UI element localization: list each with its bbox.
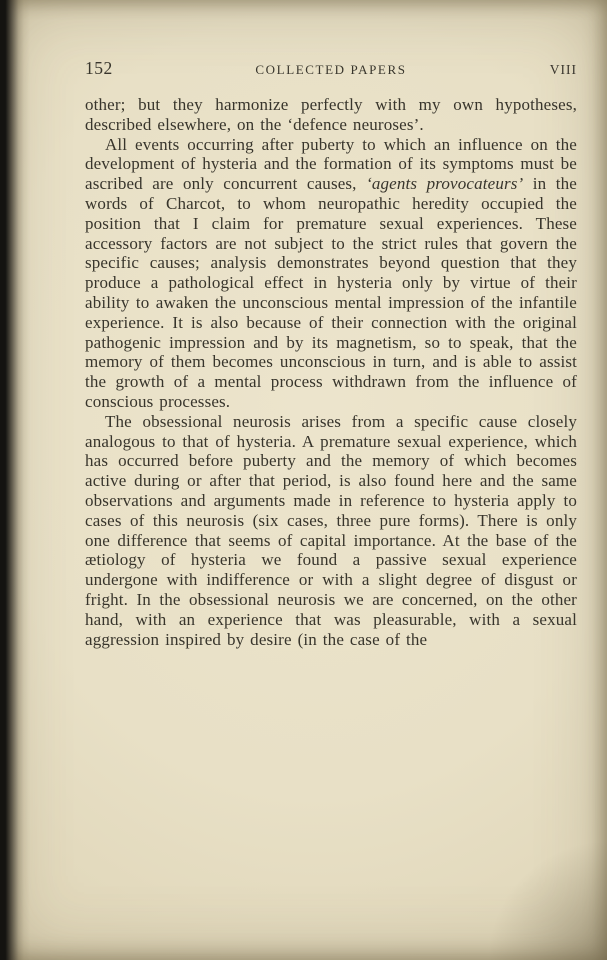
text-run: other; but they harmonize perfectly with my own hypotheses, described elsewhere, on the ‘defence neuroses’. (85, 95, 577, 134)
corner-shadow (487, 840, 607, 960)
paragraph (85, 135, 577, 412)
page-header (85, 58, 577, 79)
binding-shadow (0, 0, 30, 960)
running-title: COLLECTED PAPERS (255, 62, 407, 77)
paragraph (85, 95, 577, 135)
page-number: 152 (85, 58, 113, 78)
chapter-number: VIII (549, 62, 577, 77)
text-run: The obsessional neurosis arises from a specific cause closely analogous to that of hysteria. A premature sexual experience, which has occurred before puberty and the memory of which becomes active during or after that period, is also found here and the same observations and arguments made in reference to hysteria apply to cases of this neurosis (six cases, three pure forms). There is only one difference that seems of capital importance. At the base of the ætiology of hysteria we found a passive sexual experience undergone with indifference or with a slight degree of disgust or fright. In the obsessional neurosis we are concerned, on the other hand, with an experience that was pleasurable, with a sexual aggression inspired by desire (in the case of the (85, 411, 577, 649)
page (85, 58, 577, 649)
paragraph (85, 412, 577, 650)
page-body (85, 95, 577, 649)
text-run: in the words of Charcot, to whom neuropathic heredity occupied the position that I claim for premature sexual experiences. These accessory factors are not subject to the strict rules that govern the specific causes; analysis demonstrates beyond question that they produce a pathological effect in hysteria only by virtue of their ability to awaken the unconscious mental impression of the infantile experience. It is also because of their connection with the original pathogenic impression and by its magnetism, so to speak, that the memory of them becomes unconscious in turn, and is able to assist the growth of a mental process withdrawn from the influence of conscious processes. (85, 174, 578, 411)
text-run: All events occurring after puberty to which an influence on the development of hysteria and the formation of its symptoms must be ascribed are only concurrent causes, (85, 134, 577, 194)
italic-phrase: ‘agents provocateurs’ (366, 174, 524, 194)
